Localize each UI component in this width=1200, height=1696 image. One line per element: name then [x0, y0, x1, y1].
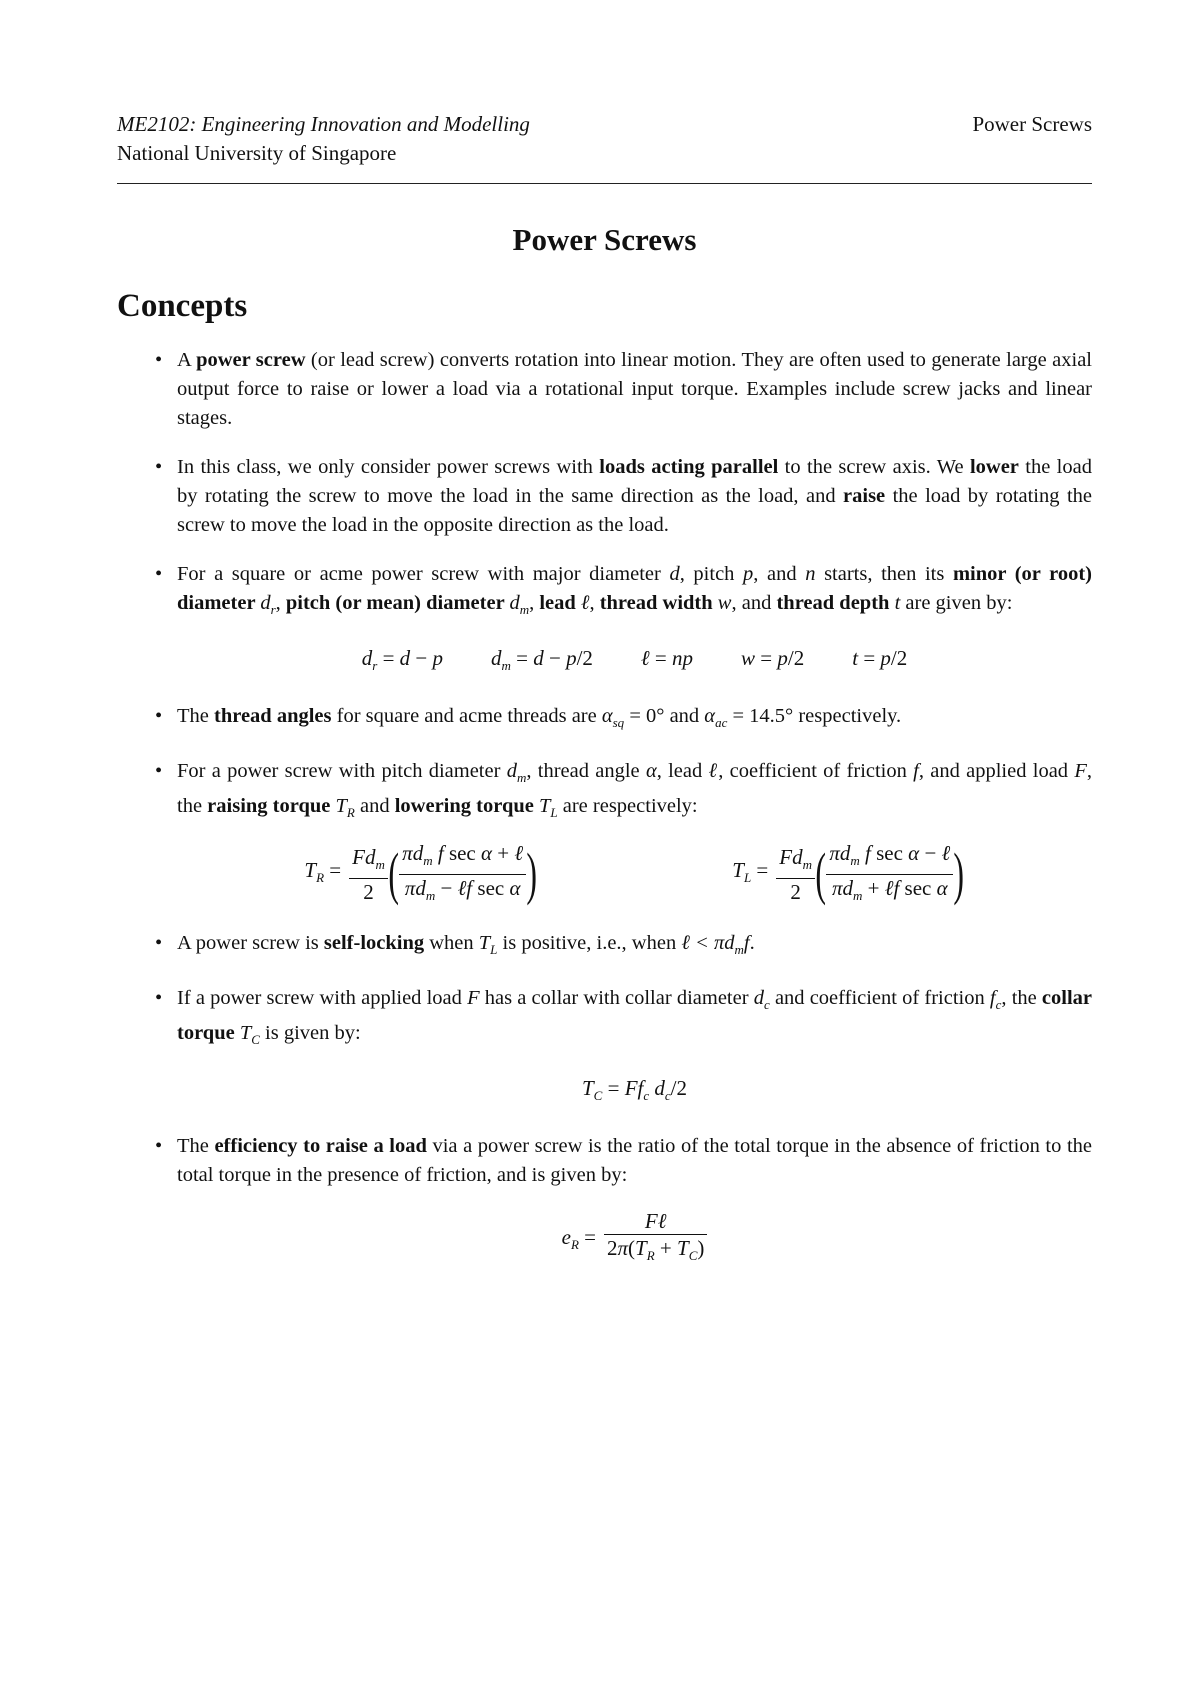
bullet-icon: •	[155, 705, 163, 728]
lowering-torque-equation-ratio-numerator: $\pi d_m$ f sec α − ℓ	[829, 840, 951, 868]
equation-4: t = p/2	[852, 646, 908, 671]
document-page	[117, 110, 1092, 1290]
raising-torque-equation-ratio-denominator: $\pi d_m$ − ℓf sec α	[404, 875, 521, 903]
concept-list	[117, 346, 1092, 1270]
left-paren: (	[388, 841, 399, 907]
bullet-icon: •	[155, 456, 163, 478]
university-name: National University of Singapore	[117, 141, 397, 165]
concept-item	[117, 560, 1092, 682]
concept-text: A power screw (or lead screw) converts rotation into linear motion. They are often used to generate large axial output force to raise or lower a load via a rotational input torque. Examples include screw jacks and linear stages.	[177, 349, 1092, 429]
equation-1: $d_m = d - p/2$	[491, 646, 593, 674]
right-paren: )	[953, 841, 965, 907]
concept-item	[117, 1132, 1092, 1269]
lowering-torque-equation-coefficient-denominator: 2	[790, 879, 801, 904]
concept-item	[117, 984, 1092, 1112]
collar-torque-equation: $T_C = Ff_c$ $d_c/2$	[581, 1076, 688, 1104]
efficiency-fraction-denominator: $2\pi(T_R + T_C)$	[607, 1236, 705, 1264]
raising-torque-equation-ratio-numerator: $\pi d_m$ f sec α + ℓ	[402, 840, 524, 868]
concept-text: In this class, we only consider power screws with loads acting parallel to the screw axis. We lower the load by rotating the screw to move the load in the same direction as the load, and raise the load by rotating the screw to move the load in the opposite direction as the load.	[177, 456, 1092, 536]
bullet-icon: •	[155, 349, 163, 371]
right-paren: )	[526, 841, 538, 907]
raising-torque-equation-coefficient-denominator: 2	[363, 879, 374, 904]
raising-torque-equation-coefficient	[349, 844, 388, 905]
page-title: Power Screws	[512, 222, 697, 257]
collar-torque-equation-row	[177, 1072, 1092, 1112]
lowering-torque-equation-ratio-denominator: $\pi d_m$ + ℓf sec α	[831, 875, 948, 903]
concept-text: For a square or acme power screw with major diameter d, pitch p, and n starts, then its minor (or root) diameter $d_r$, pitch (or mean) diameter $d_m$, lead ℓ, thread width w, and thread depth t are given by:	[177, 563, 1092, 618]
concept-item	[117, 453, 1092, 540]
lowering-torque-equation-lhs: $T_L$ =	[732, 858, 769, 886]
topic-label: Power Screws	[972, 112, 1092, 136]
raising-torque-equation	[304, 840, 537, 909]
bullet-icon: •	[155, 931, 163, 954]
efficiency-fraction-numerator: Fℓ	[644, 1209, 667, 1234]
lowering-torque-equation-coefficient-numerator: $Fd_m$	[779, 844, 812, 872]
concept-text: If a power screw with applied load F has a collar with collar diameter $d_c$ and coefficient of friction $f_c$, the collar torque $T_C$ is given by:	[177, 987, 1092, 1048]
bullet-icon: •	[155, 563, 163, 585]
raising-torque-equation-ratio	[399, 840, 526, 909]
equation-2: ℓ = np	[640, 646, 694, 671]
lowering-torque-equation-ratio	[826, 840, 953, 909]
concept-text: For a power screw with pitch diameter $d_m$, thread angle α, lead ℓ, coefficient of friction f, and applied load F, the raising torque $T_R$ and lowering torque $T_L$ are respectively:	[177, 760, 1092, 821]
bullet-icon: •	[155, 1135, 163, 1158]
concept-item	[117, 757, 1092, 909]
course-title: ME2102: Engineering Innovation and Modelling	[117, 112, 530, 136]
equation-3: w = p/2	[741, 646, 805, 671]
raising-torque-equation-lhs: $T_R$ =	[304, 858, 342, 886]
torque-equations	[207, 840, 1062, 909]
section-heading: Concepts	[117, 288, 248, 324]
bullet-icon: •	[155, 760, 163, 783]
header-rule	[117, 183, 1092, 184]
left-paren: (	[815, 841, 826, 907]
efficiency-equation	[177, 1208, 1092, 1269]
equation-0: $d_r = d - p$	[361, 646, 443, 674]
bullet-icon: •	[155, 987, 163, 1010]
concept-item	[117, 702, 1092, 737]
concept-text: The thread angles for square and acme threads are $\alpha_{sq} = 0^\circ$ and $\alpha_{ac} = 14.5^\circ$ respectively.	[177, 705, 902, 731]
concept-item	[117, 929, 1092, 964]
lowering-torque-equation-coefficient	[776, 844, 815, 905]
lowering-torque-equation	[732, 840, 964, 909]
concept-text: A power screw is self-locking when $T_L$ is positive, i.e., when ℓ < $\pi d_mf$.	[177, 931, 755, 958]
efficiency-fraction	[604, 1208, 707, 1269]
concept-item	[117, 346, 1092, 433]
efficiency-lhs: $e_R$ =	[561, 1224, 596, 1252]
thread-geometry-equations	[177, 642, 1092, 682]
page-header	[117, 110, 1092, 168]
raising-torque-equation-coefficient-numerator: $Fd_m$	[352, 844, 385, 872]
concept-text: The efficiency to raise a load via a power screw is the ratio of the total torque in the absence of friction to the total torque in the presence of friction, and is given by:	[177, 1135, 1092, 1187]
